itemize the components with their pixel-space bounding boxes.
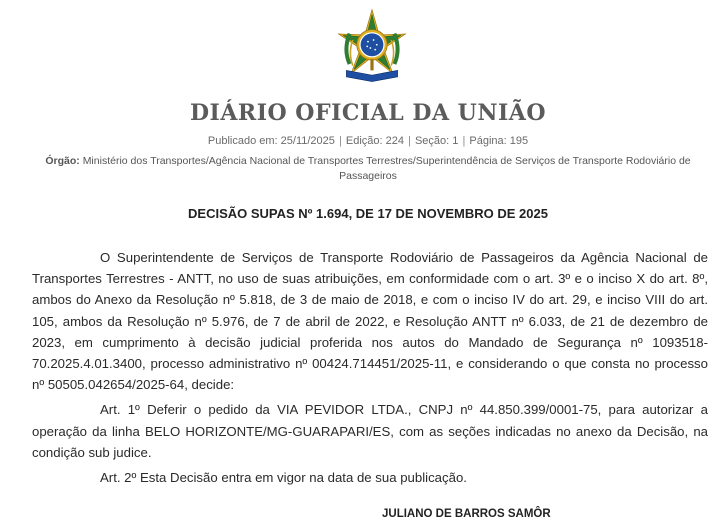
decision-title: DECISÃO SUPAS Nº 1.694, DE 17 DE NOVEMBRO DE 2025 — [188, 206, 548, 221]
edition-number: Edição: 224 — [345, 135, 404, 147]
preamble-paragraph: O Superintendente de Serviços de Transporte Rodoviário de Passageiros da Agência Nacional de Transportes Terrestres - ANTT, no uso de suas atribuições, em conformidade com o art. 3º e o inciso X do art. 8º, ambos do Anexo da Resolução nº 5.818, de 3 de maio de 2018, e com o inciso IV do art. 29, e inciso VIII do art. 105, ambos da Resolução nº 5.976, de 7 de abril de 2022, e Resolução ANTT nº 6.033, de 21 de dezembro de 2023, em cumprimento à decisão judicial proferida nos autos do Mandado de Segurança nº 1093518-70.2025.4.01.3400, processo administrativo nº 00424.714451/2025-11, e considerando o que consta no processo nº 50505.042654/2025-64, decide: — [32, 250, 708, 393]
signatory-name: JULIANO DE BARROS SAMÔR — [382, 508, 551, 520]
page-number: Página: 195 — [469, 135, 529, 147]
document-body — [32, 247, 708, 488]
published-date: Publicado em: 25/11/2025 — [207, 135, 335, 147]
organ-prefix: Órgão: — [45, 155, 80, 167]
brazil-coat-of-arms-icon — [332, 8, 412, 88]
publication-info — [0, 135, 727, 147]
organ-line — [40, 154, 696, 184]
article-2-paragraph: Art. 2º Esta Decisão entra em vigor na data de sua publicação. — [100, 470, 467, 486]
publication-title: DIÁRIO OFICIAL DA UNIÃO — [189, 100, 547, 126]
separator: | — [462, 135, 466, 147]
section-number: Seção: 1 — [414, 135, 459, 147]
separator: | — [338, 135, 342, 147]
organ-text: Ministério dos Transportes/Agência Nacional de Transportes Terrestres/Superintendência de Serviços de Transporte Rodoviário de Passageiros — [82, 155, 691, 182]
separator: | — [408, 135, 411, 147]
article-1-paragraph: Art. 1º Deferir o pedido da VIA PEVIDOR LTDA., CNPJ nº 44.850.399/0001-75, para autorizar a operação da linha BELO HORIZONTE/MG-GUARAPARI/ES, com as seções indicadas no anexo da Decisão, na condição sub judice. — [32, 402, 708, 460]
